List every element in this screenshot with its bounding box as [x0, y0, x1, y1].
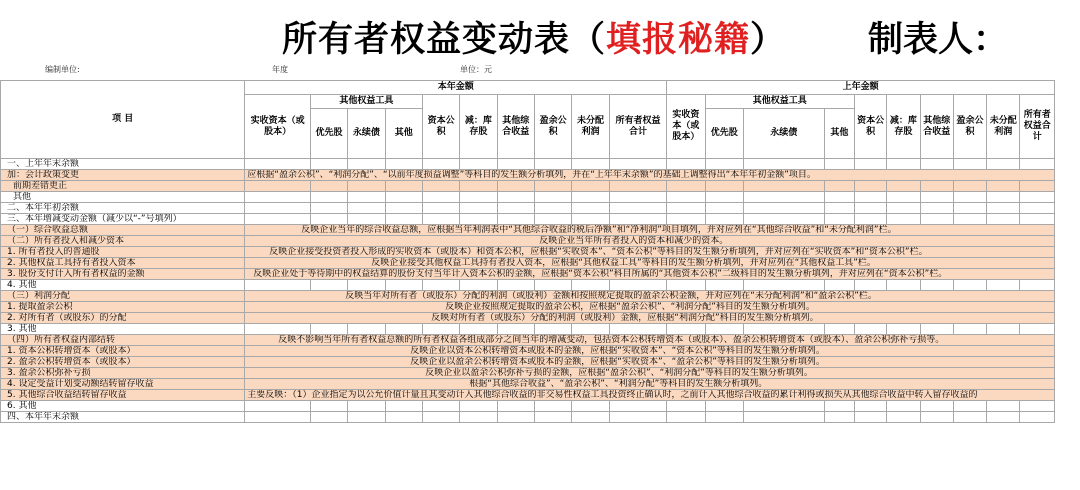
value-cell[interactable] [497, 159, 534, 170]
value-cell[interactable] [460, 412, 497, 423]
header-oci-prior: 其他综合收益 [920, 95, 953, 159]
value-cell[interactable] [854, 192, 886, 203]
value-cell[interactable] [887, 324, 920, 335]
value-cell[interactable] [534, 401, 571, 412]
value-cell[interactable] [310, 159, 347, 170]
value-cell[interactable] [920, 203, 953, 214]
value-cell[interactable] [743, 324, 824, 335]
value-cell[interactable] [953, 192, 986, 203]
value-cell[interactable] [497, 412, 534, 423]
value-cell[interactable] [245, 214, 311, 225]
value-cell[interactable] [987, 203, 1020, 214]
table-row [1, 390, 1055, 401]
value-cell[interactable] [572, 412, 609, 423]
value-cell[interactable] [534, 214, 571, 225]
table-row [1, 412, 1055, 423]
row-note-text: 反映企业接受其他权益工具持有者投入资本，应根据“其他权益工具”等科目的发生额分析填列，并对应列在“其他权益工具”栏。 [371, 258, 876, 268]
value-cell[interactable] [987, 401, 1020, 412]
value-cell[interactable] [987, 181, 1020, 192]
row-note-text: 主要反映：（1）企业指定为以公允价值计量且其变动计入其他综合收益的非交易性权益工具投资终止确认时，之前计入其他综合收益的累计利得或损失从其他综合收益中转入留存收益的 [247, 390, 978, 400]
value-cell[interactable] [572, 192, 609, 203]
row-note-text: 反映企业以盈余公积转增资本或股本的金额，应根据“实收资本”、“盈余公积”等科目的发生额分析填列。 [410, 357, 825, 367]
value-cell[interactable] [953, 412, 986, 423]
value-cell[interactable] [920, 412, 953, 423]
value-cell[interactable] [1020, 214, 1055, 225]
value-cell[interactable] [348, 192, 385, 203]
table-row [1, 379, 1055, 390]
value-cell[interactable] [854, 203, 886, 214]
value-cell[interactable] [245, 181, 311, 192]
value-cell[interactable] [705, 401, 743, 412]
value-cell[interactable] [348, 159, 385, 170]
value-cell[interactable] [385, 280, 422, 291]
value-cell[interactable] [572, 181, 609, 192]
value-cell[interactable] [534, 203, 571, 214]
row-note [245, 247, 1055, 258]
value-cell[interactable] [705, 203, 743, 214]
value-cell[interactable] [953, 203, 986, 214]
row-note-text: 反映当年对所有者（或股东）分配的利润（或股利）金额和按照规定提取的盈余公积金额，并对应列在“未分配利润”和“盈余公积”栏。 [345, 291, 877, 301]
value-cell[interactable] [385, 192, 422, 203]
value-cell[interactable] [609, 192, 667, 203]
value-cell[interactable] [310, 412, 347, 423]
header-other-prior: 其他 [824, 109, 854, 159]
value-cell[interactable] [609, 324, 667, 335]
row-note [245, 302, 1055, 313]
row-note [245, 335, 1055, 346]
value-cell[interactable] [705, 192, 743, 203]
table-row [1, 346, 1055, 357]
table-row [1, 401, 1055, 412]
value-cell[interactable] [667, 192, 705, 203]
value-cell[interactable] [348, 324, 385, 335]
value-cell[interactable] [460, 192, 497, 203]
row-note [245, 313, 1055, 324]
row-note [245, 269, 1055, 280]
row-label: 1. 提取盈余公积 [1, 302, 245, 313]
row-label: 4. 设定受益计划变动额结转留存收益 [1, 379, 245, 390]
row-label: （四）所有者权益内部结转 [1, 335, 245, 346]
row-label: 3. 其他 [1, 324, 245, 335]
value-cell[interactable] [987, 324, 1020, 335]
value-cell[interactable] [310, 214, 347, 225]
value-cell[interactable] [422, 203, 459, 214]
row-note-text: 反映不影响当年所有者权益总额的所有者权益各组成部分之间当年的增减变动，包括资本公积转增资本（或股本）、盈余公积转增资本（或股本）、盈余公积弥补亏损等。 [278, 335, 945, 345]
value-cell[interactable] [854, 280, 886, 291]
value-cell[interactable] [920, 214, 953, 225]
value-cell[interactable] [667, 214, 705, 225]
table-row [1, 368, 1055, 379]
value-cell[interactable] [572, 203, 609, 214]
value-cell[interactable] [422, 412, 459, 423]
value-cell[interactable] [497, 181, 534, 192]
value-cell[interactable] [887, 214, 920, 225]
row-note-text: 反映企业接受投资者投入形成的实收资本（或股本）和资本公积，应根据“实收资本”、“资本公积”等科目的发生额分析填列，并对应列在“实收资本”和“资本公积”栏。 [269, 247, 928, 257]
row-note [245, 368, 1055, 379]
row-label: 6. 其他 [1, 401, 245, 412]
table-row [1, 291, 1055, 302]
value-cell[interactable] [385, 214, 422, 225]
header-other: 其他 [385, 109, 422, 159]
row-label: （二）所有者投入和减少资本 [1, 236, 245, 247]
value-cell[interactable] [987, 192, 1020, 203]
header-total-prior: 所有者权益合计 [1020, 95, 1055, 159]
value-cell[interactable] [920, 324, 953, 335]
value-cell[interactable] [310, 181, 347, 192]
value-cell[interactable] [953, 401, 986, 412]
value-cell[interactable] [497, 401, 534, 412]
equity-table [0, 80, 1055, 423]
value-cell[interactable] [824, 181, 854, 192]
header-capital-reserve-prior: 资本公积 [854, 95, 886, 159]
value-cell[interactable] [824, 192, 854, 203]
value-cell[interactable] [705, 159, 743, 170]
value-cell[interactable] [348, 203, 385, 214]
value-cell[interactable] [572, 214, 609, 225]
value-cell[interactable] [854, 181, 886, 192]
value-cell[interactable] [422, 324, 459, 335]
value-cell[interactable] [824, 203, 854, 214]
row-note-text: 反映企业处于等待期中的权益结算的股份支付当年计入资本公积的金额，应根据“资本公积”科目所属的“其他资本公积”二级科目的发生额分析填列，并对应列在“资本公积”栏。 [253, 269, 948, 279]
value-cell[interactable] [609, 214, 667, 225]
value-cell[interactable] [310, 324, 347, 335]
header-paid-in: 实收资本（或股本） [245, 95, 311, 159]
value-cell[interactable] [422, 181, 459, 192]
header-other-equity-prior: 其他权益工具 [705, 95, 854, 109]
value-cell[interactable] [887, 181, 920, 192]
row-note-text: 应根据“盈余公积”、“利润分配”、“以前年度损益调整”等科目的发生额分析填列，并在“上年年末余额”的基础上调整得出“本年年初金额”项目。 [247, 170, 816, 180]
row-label: 4. 其他 [1, 280, 245, 291]
header-current-year: 本年金额 [245, 81, 667, 95]
value-cell[interactable] [824, 159, 854, 170]
value-cell[interactable] [953, 181, 986, 192]
row-note-text: 反映企业按照规定提取的盈余公积，应根据“盈余公积”、“利润分配”科目的发生额分析填列。 [445, 302, 815, 312]
row-note [245, 225, 1055, 236]
value-cell[interactable] [310, 280, 347, 291]
row-label: 前期差错更正 [1, 181, 245, 192]
value-cell[interactable] [422, 401, 459, 412]
table-row [1, 324, 1055, 335]
value-cell[interactable] [497, 192, 534, 203]
value-cell[interactable] [572, 280, 609, 291]
value-cell[interactable] [920, 401, 953, 412]
maker-label: 制表人： [868, 20, 1009, 60]
value-cell[interactable] [245, 412, 311, 423]
header-other-equity: 其他权益工具 [310, 95, 422, 109]
value-cell[interactable] [348, 214, 385, 225]
unit-label: 编制单位: [45, 65, 80, 74]
title-highlight: 填报秘籍 [606, 20, 751, 60]
value-cell[interactable] [385, 181, 422, 192]
header-preferred: 优先股 [310, 109, 347, 159]
value-cell[interactable] [1020, 159, 1055, 170]
value-cell[interactable] [385, 412, 422, 423]
value-cell[interactable] [743, 181, 824, 192]
value-cell[interactable] [310, 203, 347, 214]
value-cell[interactable] [534, 412, 571, 423]
row-label: 2. 盈余公积转增资本（或股本） [1, 357, 245, 368]
value-cell[interactable] [705, 412, 743, 423]
value-cell[interactable] [1020, 181, 1055, 192]
row-label: 二、本年年初余额 [1, 203, 245, 214]
header-undistributed: 未分配利润 [572, 95, 609, 159]
row-label: 5. 其他综合收益结转留存收益 [1, 390, 245, 401]
row-label: 四、本年年末余额 [1, 412, 245, 423]
header-undistributed-prior: 未分配利润 [987, 95, 1020, 159]
value-cell[interactable] [987, 280, 1020, 291]
value-cell[interactable] [572, 324, 609, 335]
row-label: 其他 [1, 192, 245, 203]
value-cell[interactable] [1020, 203, 1055, 214]
table-row [1, 313, 1055, 324]
value-cell[interactable] [245, 159, 311, 170]
table-row [1, 247, 1055, 258]
year-label: 年度 [272, 65, 288, 74]
value-cell[interactable] [953, 159, 986, 170]
value-cell[interactable] [887, 159, 920, 170]
value-cell[interactable] [497, 214, 534, 225]
row-note [245, 170, 1055, 181]
value-cell[interactable] [348, 280, 385, 291]
value-cell[interactable] [953, 324, 986, 335]
table-row [1, 258, 1055, 269]
value-cell[interactable] [310, 401, 347, 412]
value-cell[interactable] [385, 401, 422, 412]
value-cell[interactable] [609, 159, 667, 170]
value-cell[interactable] [422, 280, 459, 291]
value-cell[interactable] [534, 159, 571, 170]
value-cell[interactable] [1020, 401, 1055, 412]
value-cell[interactable] [667, 280, 705, 291]
row-note [245, 291, 1055, 302]
value-cell[interactable] [667, 159, 705, 170]
header-less-treasury-prior: 减：库存股 [887, 95, 920, 159]
header-oci: 其他综合收益 [497, 95, 534, 159]
value-cell[interactable] [534, 280, 571, 291]
row-note [245, 258, 1055, 269]
value-cell[interactable] [460, 401, 497, 412]
value-cell[interactable] [1020, 412, 1055, 423]
value-cell[interactable] [854, 159, 886, 170]
value-cell[interactable] [460, 203, 497, 214]
value-cell[interactable] [887, 280, 920, 291]
value-cell[interactable] [920, 280, 953, 291]
value-cell[interactable] [920, 181, 953, 192]
row-label: 加：会计政策变更 [1, 170, 245, 181]
value-cell[interactable] [348, 401, 385, 412]
value-cell[interactable] [667, 203, 705, 214]
header-surplus: 盈余公积 [534, 95, 571, 159]
row-note [245, 236, 1055, 247]
value-cell[interactable] [245, 192, 311, 203]
value-cell[interactable] [824, 401, 854, 412]
value-cell[interactable] [743, 159, 824, 170]
equity-change-sheet [0, 80, 1055, 490]
value-cell[interactable] [705, 214, 743, 225]
table-row [1, 280, 1055, 291]
table-row [1, 170, 1055, 181]
value-cell[interactable] [460, 181, 497, 192]
value-cell[interactable] [534, 192, 571, 203]
value-cell[interactable] [667, 181, 705, 192]
table-row [1, 192, 1055, 203]
row-note [245, 379, 1055, 390]
value-cell[interactable] [348, 412, 385, 423]
value-cell[interactable] [534, 181, 571, 192]
table-row [1, 302, 1055, 313]
currency-label: 单位：元 [460, 65, 492, 74]
value-cell[interactable] [887, 401, 920, 412]
value-cell[interactable] [245, 401, 311, 412]
value-cell[interactable] [609, 280, 667, 291]
header-capital-reserve: 资本公积 [422, 95, 459, 159]
value-cell[interactable] [497, 280, 534, 291]
value-cell[interactable] [572, 159, 609, 170]
value-cell[interactable] [1020, 280, 1055, 291]
value-cell[interactable] [609, 401, 667, 412]
header-total: 所有者权益合计 [609, 95, 667, 159]
header-less-treasury: 减：库存股 [460, 95, 497, 159]
table-row [1, 236, 1055, 247]
table-row [1, 335, 1055, 346]
header-item: 项 目 [1, 81, 245, 159]
header-perpetual: 永续债 [348, 109, 385, 159]
row-label: 2. 其他权益工具持有者投入资本 [1, 258, 245, 269]
value-cell[interactable] [920, 159, 953, 170]
value-cell[interactable] [920, 192, 953, 203]
header-perpetual-prior: 永续债 [743, 109, 824, 159]
value-cell[interactable] [887, 203, 920, 214]
row-note-text: 根据“其他综合收益”、“盈余公积”、“利润分配”等科目的发生额分析填列。 [469, 379, 768, 389]
value-cell[interactable] [497, 324, 534, 335]
value-cell[interactable] [460, 159, 497, 170]
value-cell[interactable] [824, 214, 854, 225]
table-row [1, 203, 1055, 214]
value-cell[interactable] [987, 214, 1020, 225]
table-row [1, 181, 1055, 192]
value-cell[interactable] [743, 401, 824, 412]
header-paid-in-prior: 实收资本（或股本） [667, 95, 705, 159]
value-cell[interactable] [743, 203, 824, 214]
table-row [1, 214, 1055, 225]
row-label: 1. 资本公积转增资本（或股本） [1, 346, 245, 357]
value-cell[interactable] [310, 192, 347, 203]
row-note-text: 反映企业以资本公积转增资本或股本的金额，应根据“实收资本”、“资本公积”等科目的发生额分析填列。 [410, 346, 825, 356]
row-note-text: 反映对所有者（或股东）分配的利润（或股利）金额，应根据“利润分配”科目的发生额分析填列。 [431, 313, 819, 323]
value-cell[interactable] [609, 412, 667, 423]
value-cell[interactable] [422, 192, 459, 203]
value-cell[interactable] [1020, 192, 1055, 203]
value-cell[interactable] [824, 412, 854, 423]
row-label: 1. 所有者投入的普通股 [1, 247, 245, 258]
value-cell[interactable] [987, 159, 1020, 170]
value-cell[interactable] [609, 181, 667, 192]
value-cell[interactable] [824, 280, 854, 291]
header-surplus-prior: 盈余公积 [953, 95, 986, 159]
row-note-text: 反映企业以盈余公积弥补亏损的金额，应根据“盈余公积”、“利润分配”等科目的发生额分析填列。 [425, 368, 813, 378]
value-cell[interactable] [422, 214, 459, 225]
row-label: 3. 股份支付计入所有者权益的金额 [1, 269, 245, 280]
value-cell[interactable] [534, 324, 571, 335]
value-cell[interactable] [385, 324, 422, 335]
value-cell[interactable] [743, 214, 824, 225]
value-cell[interactable] [705, 280, 743, 291]
row-label: （三）利润分配 [1, 291, 245, 302]
value-cell[interactable] [572, 401, 609, 412]
value-cell[interactable] [887, 412, 920, 423]
value-cell[interactable] [854, 324, 886, 335]
table-row [1, 269, 1055, 280]
row-note [245, 357, 1055, 368]
row-note-text: 反映企业当年所有者投入的资本和减少的资本。 [539, 236, 729, 246]
value-cell[interactable] [422, 159, 459, 170]
value-cell[interactable] [245, 203, 311, 214]
value-cell[interactable] [385, 159, 422, 170]
value-cell[interactable] [609, 203, 667, 214]
table-row [1, 159, 1055, 170]
value-cell[interactable] [1020, 324, 1055, 335]
value-cell[interactable] [705, 324, 743, 335]
value-cell[interactable] [987, 412, 1020, 423]
header-preferred-prior: 优先股 [705, 109, 743, 159]
value-cell[interactable] [953, 280, 986, 291]
value-cell[interactable] [824, 324, 854, 335]
value-cell[interactable] [385, 203, 422, 214]
row-label: （一）综合收益总额 [1, 225, 245, 236]
row-label: 3. 盈余公积弥补亏损 [1, 368, 245, 379]
value-cell[interactable] [667, 412, 705, 423]
value-cell[interactable] [743, 192, 824, 203]
value-cell[interactable] [667, 324, 705, 335]
value-cell[interactable] [854, 401, 886, 412]
row-label: 2. 对所有者（或股东）的分配 [1, 313, 245, 324]
value-cell[interactable] [245, 324, 311, 335]
row-note [245, 390, 1055, 401]
page-title: 所有者权益变动表（填报秘籍） [282, 20, 787, 60]
row-label: 三、本年增减变动金额（减少以“-”号填列） [1, 214, 245, 225]
value-cell[interactable] [854, 412, 886, 423]
value-cell[interactable] [460, 214, 497, 225]
value-cell[interactable] [497, 203, 534, 214]
value-cell[interactable] [348, 181, 385, 192]
value-cell[interactable] [705, 181, 743, 192]
value-cell[interactable] [743, 280, 824, 291]
table-row [1, 225, 1055, 236]
value-cell[interactable] [953, 214, 986, 225]
value-cell[interactable] [887, 192, 920, 203]
header-prior-year: 上年金额 [667, 81, 1055, 95]
row-note-text: 反映企业当年的综合收益总额，应根据当年利润表中“其他综合收益的税后净额”和“净利润”项目填列，并对应列在“其他综合收益”和“未分配利润”栏。 [301, 225, 897, 235]
title-bar [0, 6, 1080, 62]
value-cell[interactable] [743, 412, 824, 423]
value-cell[interactable] [460, 280, 497, 291]
row-note [245, 346, 1055, 357]
value-cell[interactable] [854, 214, 886, 225]
value-cell[interactable] [245, 280, 311, 291]
value-cell[interactable] [667, 401, 705, 412]
row-label: 一、上年年末余额 [1, 159, 245, 170]
table-row [1, 357, 1055, 368]
value-cell[interactable] [460, 324, 497, 335]
